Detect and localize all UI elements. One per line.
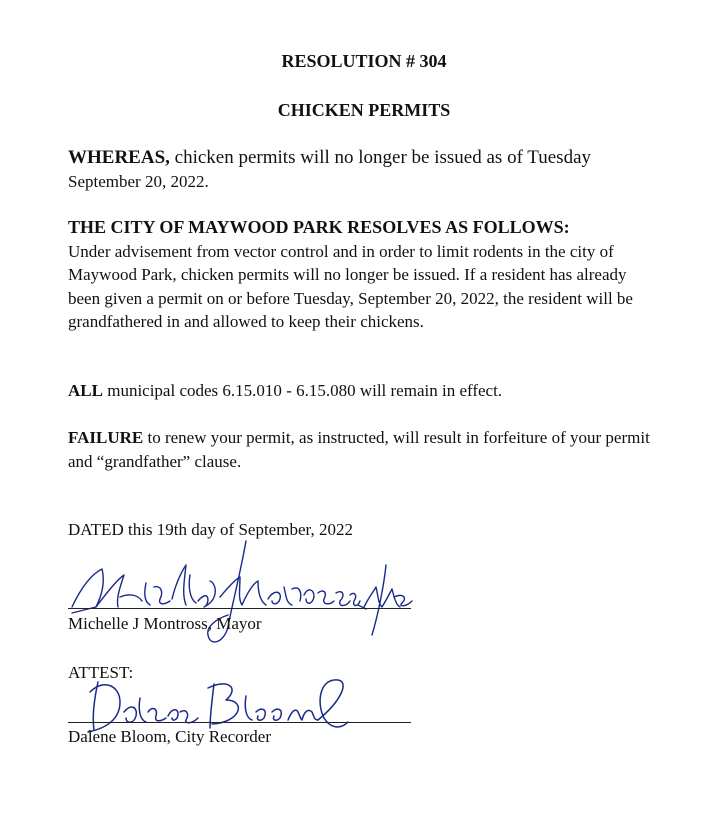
failure-keyword: FAILURE [68,428,144,447]
codes-paragraph [68,379,502,402]
recorder-signature-line [68,722,411,723]
recorder-name-title: Dalene Bloom, City Recorder [68,727,272,746]
attest-label: ATTEST: [68,663,134,682]
whereas-keyword: WHEREAS, [68,147,170,168]
resolves-heading: THE CITY OF MAYWOOD PARK RESOLVES AS FOLLOWS: [68,217,570,237]
dated-line: DATED this 19th day of September, 2022 [68,520,353,539]
whereas-text-line2: September 20, 2022. [68,172,209,191]
mayor-signature-line [68,608,411,609]
mayor-name-title: Michelle J Montross, Mayor [68,614,262,633]
resolution-subject-title: CHICKEN PERMITS [277,100,451,120]
whereas-text: chicken permits will no longer be issued as of Tuesday [169,147,591,168]
codes-keyword: ALL [68,381,103,400]
failure-paragraph [68,426,658,474]
codes-text: municipal codes 6.15.010 - 6.15.080 will remain in effect. [102,381,503,400]
mayor-signature [60,535,420,655]
whereas-paragraph [68,146,668,194]
resolution-number-title: RESOLUTION # 304 [281,51,447,71]
resolves-body: Under advisement from vector control and in order to limit rodents in the city of Maywood Park, chicken permits will no longer be issued. If a resident has already been given a permit on or before Tuesday, September 20, 2022, the resident will be grandfathered in and allowed to keep their chickens. [68,242,633,331]
failure-text: to renew your permit, as instructed, will result in forfeiture of your permit and “grandfather” clause. [68,428,650,471]
